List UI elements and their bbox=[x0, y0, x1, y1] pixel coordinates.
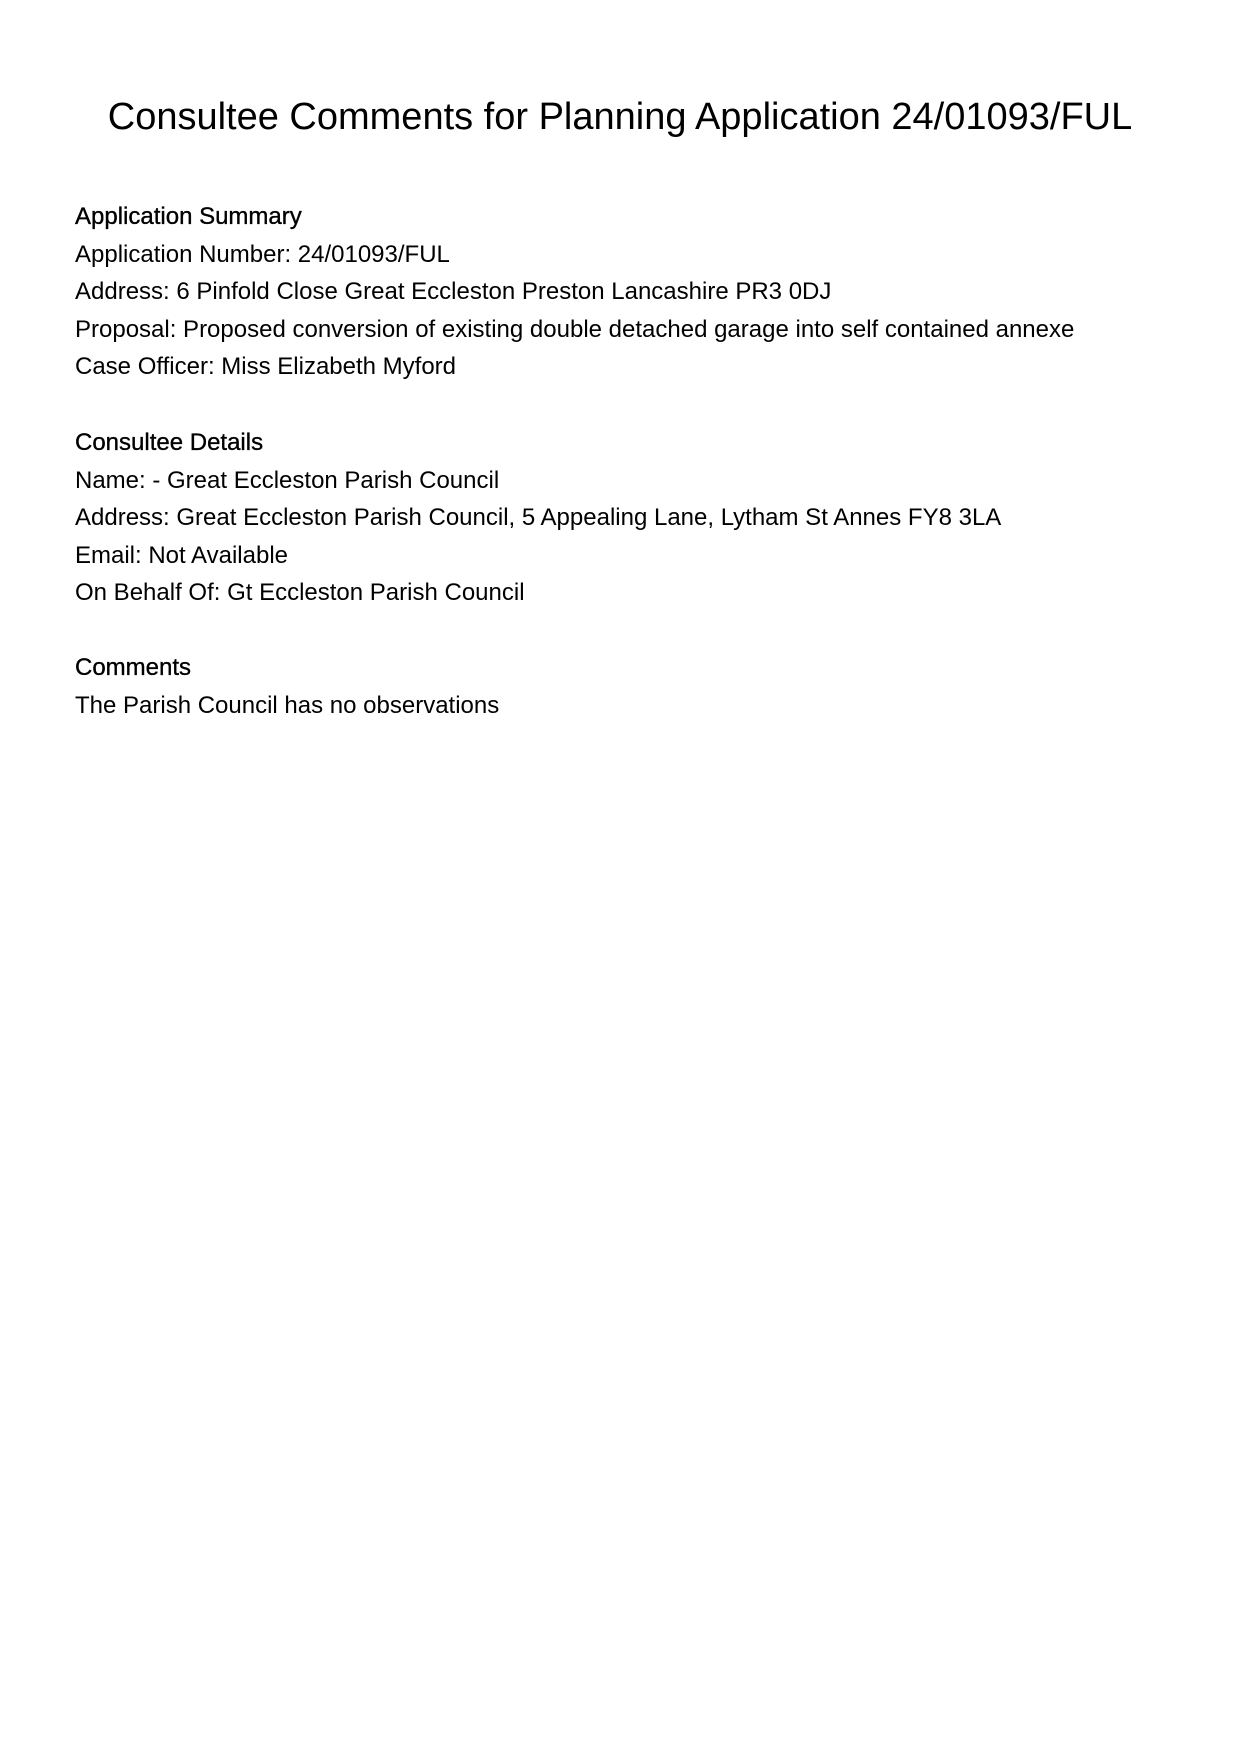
application-address: Address: 6 Pinfold Close Great Eccleston Preston Lancashire PR3 0DJ bbox=[75, 278, 832, 306]
page-title: Consultee Comments for Planning Application 24/01093/FUL bbox=[107, 96, 1133, 138]
comment-text: The Parish Council has no observations bbox=[75, 691, 500, 719]
consultee-address: Address: Great Eccleston Parish Council, 5 Appealing Lane, Lytham St Annes FY8 3LA bbox=[75, 504, 1002, 532]
case-officer: Case Officer: Miss Elizabeth Myford bbox=[75, 353, 457, 381]
consultee-email: Email: Not Available bbox=[75, 541, 288, 569]
application-number: Application Number: 24/01093/FUL bbox=[75, 240, 450, 268]
application-summary-section bbox=[75, 198, 1175, 386]
application-summary-heading: Application Summary bbox=[75, 203, 302, 230]
consultee-details-section bbox=[75, 424, 1175, 612]
consultee-name: Name: - Great Eccleston Parish Council bbox=[75, 466, 500, 494]
application-proposal: Proposal: Proposed conversion of existing double detached garage into self contained annexe bbox=[75, 315, 1075, 343]
comments-section bbox=[75, 649, 1175, 724]
consultee-on-behalf-of: On Behalf Of: Gt Eccleston Parish Council bbox=[75, 579, 525, 607]
comments-heading: Comments bbox=[75, 654, 192, 681]
consultee-details-heading: Consultee Details bbox=[75, 429, 264, 456]
